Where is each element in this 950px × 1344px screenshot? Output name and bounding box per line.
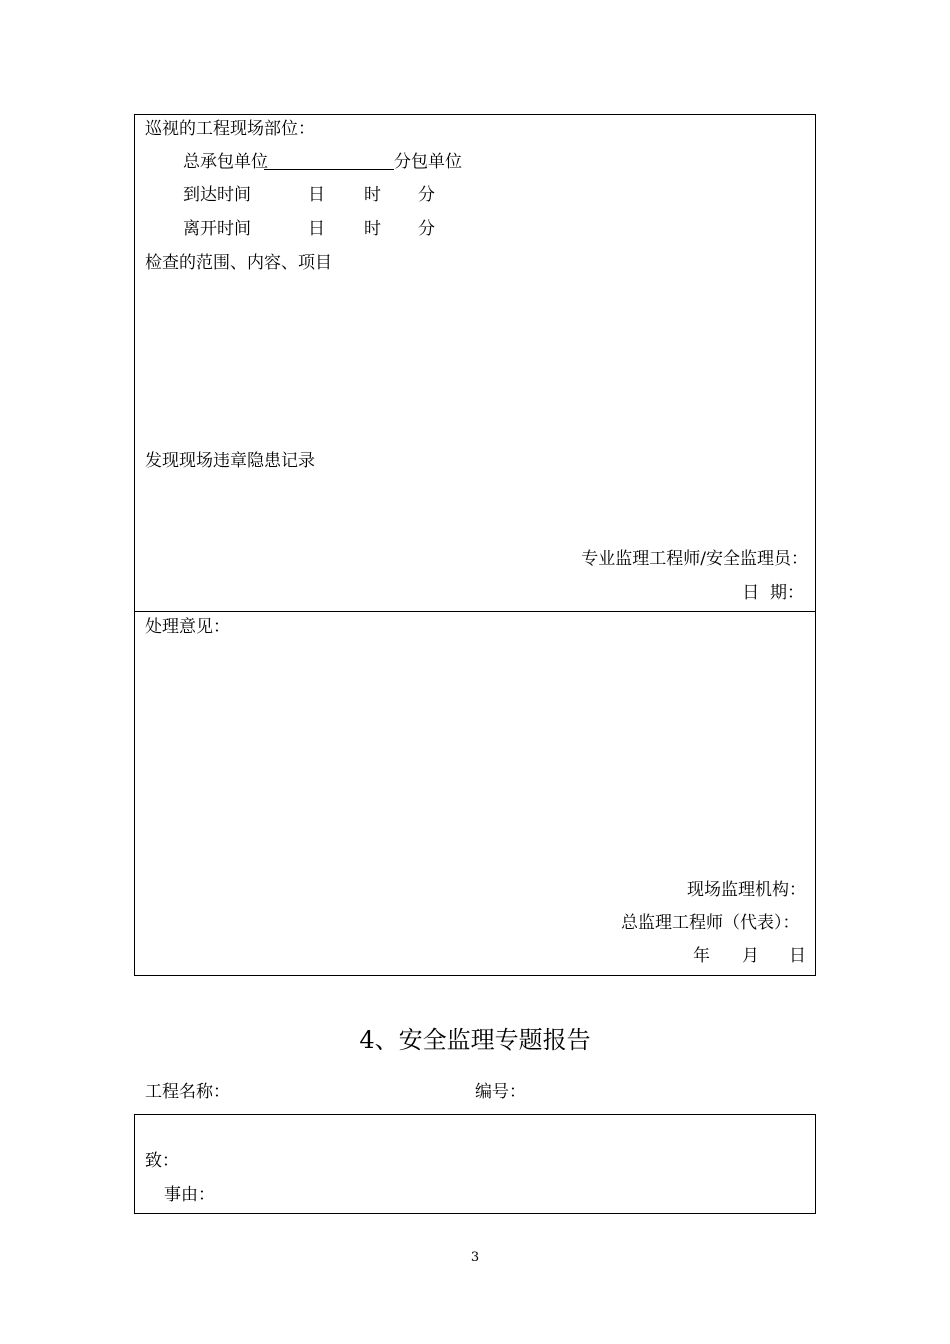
engineer-date-label: 日 期： <box>742 583 804 603</box>
handling-opinion-label: 处理意见： <box>145 617 230 637</box>
supervision-org-label: 现场监理机构： <box>687 880 806 900</box>
general-contractor-blank <box>264 169 394 170</box>
arrival-day-label: 日 <box>308 185 325 205</box>
departure-minute-label: 分 <box>418 219 435 239</box>
inspection-scope-label: 检查的范围、内容、项目 <box>145 253 332 273</box>
project-name-label: 工程名称： <box>145 1082 230 1102</box>
violations-record-label: 发现现场违章隐患记录 <box>145 451 315 471</box>
sign-date-year: 年 <box>693 946 710 966</box>
report-table <box>134 1114 816 1214</box>
sign-date-day: 日 <box>789 946 806 966</box>
chief-engineer-label: 总监理工程师（代表）： <box>621 913 800 933</box>
arrival-minute-label: 分 <box>418 185 435 205</box>
inspection-form-table <box>134 114 816 976</box>
location-label: 巡视的工程现场部位： <box>145 119 315 139</box>
report-reason-label: 事由： <box>164 1185 215 1205</box>
departure-time-label: 离开时间 <box>183 219 251 239</box>
departure-day-label: 日 <box>308 219 325 239</box>
report-to-label: 致： <box>145 1151 179 1171</box>
table-divider-top <box>134 611 816 612</box>
report-number-label: 编号： <box>475 1082 526 1102</box>
general-contractor-label: 总承包单位 <box>183 152 268 172</box>
report-title: 4、安全监理专题报告 <box>359 1026 591 1054</box>
subcontractor-label: 分包单位 <box>394 152 462 172</box>
sign-date-month: 月 <box>742 946 759 966</box>
arrival-time-label: 到达时间 <box>183 185 251 205</box>
page-number: 3 <box>470 1250 480 1265</box>
departure-hour-label: 时 <box>364 219 381 239</box>
arrival-hour-label: 时 <box>364 185 381 205</box>
engineer-signature-label: 专业监理工程师/安全监理员： <box>581 549 808 569</box>
